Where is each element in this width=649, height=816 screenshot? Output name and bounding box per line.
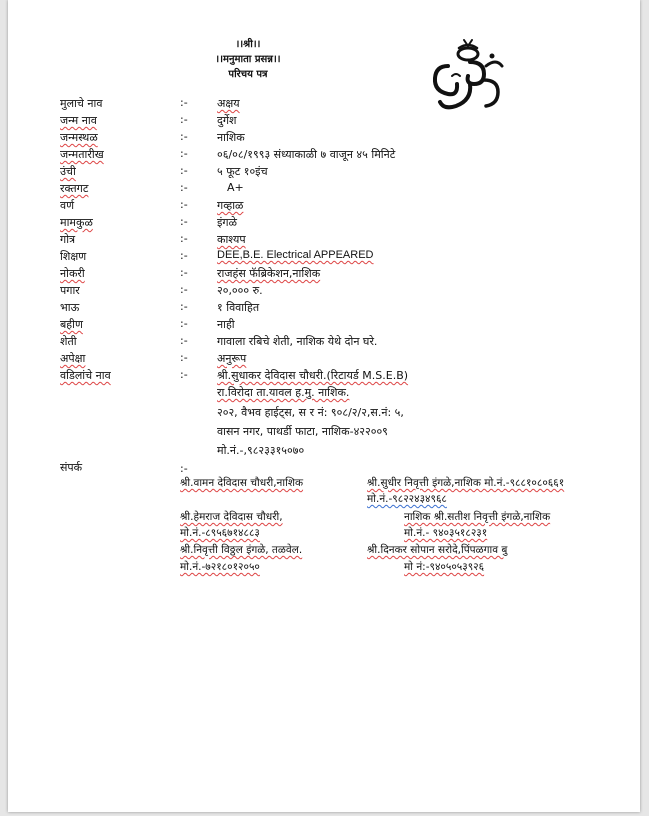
father-name-line: श्री.सुधाकर देविदास चौधरी.(रिटायर्ड M.S.E.B): [217, 369, 409, 382]
label-complexion: वर्ण: [60, 199, 75, 212]
label-job: नोकरी: [60, 267, 85, 280]
label-farming: शेती: [60, 335, 77, 348]
contact-3-phone: मो.नं.-८९५६७१४८८३: [180, 527, 260, 539]
separator: :-: [180, 283, 188, 296]
contact-2-extra-phone: मो.नं.-९८२२४३४९६८: [367, 493, 447, 505]
label-birthplace: जन्मस्थळ: [60, 131, 98, 144]
father-phone-line: मो.नं.-,९८२३३१५०७०: [217, 444, 305, 457]
label-birthdate: जन्मतारीख: [60, 148, 104, 161]
value-birthplace: नाशिक: [217, 131, 245, 144]
label-gotra: गोत्र: [60, 233, 76, 246]
value-birth-name: दुर्गेश: [217, 114, 237, 127]
label-brother: भाऊ: [60, 301, 80, 314]
separator: :-: [180, 164, 188, 177]
contact-1-name: श्री.वामन देविदास चौधरी,नाशिक: [180, 477, 304, 489]
value-farming: गावाला रबिचे शेती, नाशिक येथे दोन घरे.: [217, 335, 378, 348]
father-address-line: वासन नगर, पाथर्डी फाटा, नाशिक-४२२००९: [217, 425, 388, 438]
separator: :-: [180, 232, 188, 245]
label-contacts: संपर्क: [60, 461, 83, 474]
value-sister: नाही: [217, 318, 235, 331]
value-height: ५ फूट १०इंच: [217, 165, 268, 178]
value-job: राजहंस फॅब्रिकेशन,नाशिक: [217, 267, 321, 280]
separator: :-: [180, 113, 188, 126]
separator: :-: [180, 462, 188, 475]
value-brother: १ विवाहित: [217, 301, 260, 314]
label-education: शिक्षण: [60, 250, 87, 263]
ganesha-om-icon: [426, 36, 506, 114]
value-blood-group: A+: [227, 181, 244, 194]
header-title: परिचय पत्र: [228, 69, 268, 80]
label-expectation: अपेक्षा: [60, 352, 86, 365]
header-blessing: ।।मनुमाता प्रसन्न।।: [215, 54, 281, 65]
value-complexion: गव्हाळ: [217, 199, 244, 212]
document-page: [8, 0, 640, 812]
separator: :-: [180, 317, 188, 330]
header-shri: ।।श्री।।: [235, 39, 261, 50]
separator: :-: [180, 215, 188, 228]
value-maternal-clan: इंगळे: [217, 216, 237, 229]
contact-5-name: श्री.निवृत्ती विठ्ठल इंगळे, तळवेल.: [180, 544, 303, 556]
value-birthdate: ०६/०८/१९९३ संध्याकाळी ७ वाजून ४५ मिनिटे: [217, 148, 396, 161]
separator: :-: [180, 249, 188, 262]
separator: :-: [180, 334, 188, 347]
father-address-line: २०२, वैभव हाईट्स, स र नं: ९०८/२/२,स.नं: ५,: [217, 406, 404, 419]
separator: :-: [180, 198, 188, 211]
label-height: उंची: [60, 165, 76, 178]
value-name: अक्षय: [217, 97, 240, 110]
value-expectation: अनुरूप: [217, 352, 247, 365]
separator: :-: [180, 181, 188, 194]
separator: :-: [180, 130, 188, 143]
contact-6-name: श्री.दिनकर सोपान सरोदे,पिंपळगाव बु: [367, 544, 508, 556]
separator: :-: [180, 300, 188, 313]
value-education: DEE,B.E. Electrical APPEARED: [217, 249, 374, 261]
separator: :-: [180, 147, 188, 160]
contact-4-name: नाशिक श्री.सतीश निवृत्ती इंगळे,नाशिक: [404, 511, 551, 523]
contact-2-name: श्री.सुधीर निवृत्ती इंगळे,नाशिक मो.नं.-९८८१०८०६६१: [367, 477, 565, 489]
contact-6-phone: मो नं:-९४०५०५३९२६: [404, 561, 485, 573]
separator: :-: [180, 96, 188, 109]
value-gotra: काश्यप: [217, 233, 246, 246]
separator: :-: [180, 368, 188, 381]
contact-3-name: श्री.हेमराज देविदास चौधरी,: [180, 511, 283, 523]
label-sister: बहीण: [60, 318, 83, 331]
label-salary: पगार: [60, 284, 80, 297]
contact-5-phone: मो.नं.-७२१८०१२०५०: [180, 561, 260, 573]
label-name: मुलाचे नाव: [60, 97, 103, 110]
contact-4-phone: मो.नं.- ९४०३५१८२३१: [404, 527, 488, 539]
separator: :-: [180, 266, 188, 279]
label-maternal-clan: मामकुळ: [60, 216, 93, 229]
father-address-line: रा.विरोदा ता.यावल ह.मु. नाशिक.: [217, 386, 350, 399]
label-father: वडिलांचे नाव: [60, 369, 111, 382]
label-blood-group: रक्तगट: [60, 182, 89, 195]
value-salary: २०,००० रु.: [217, 284, 263, 297]
label-birth-name: जन्म नाव: [60, 114, 97, 127]
separator: :-: [180, 351, 188, 364]
